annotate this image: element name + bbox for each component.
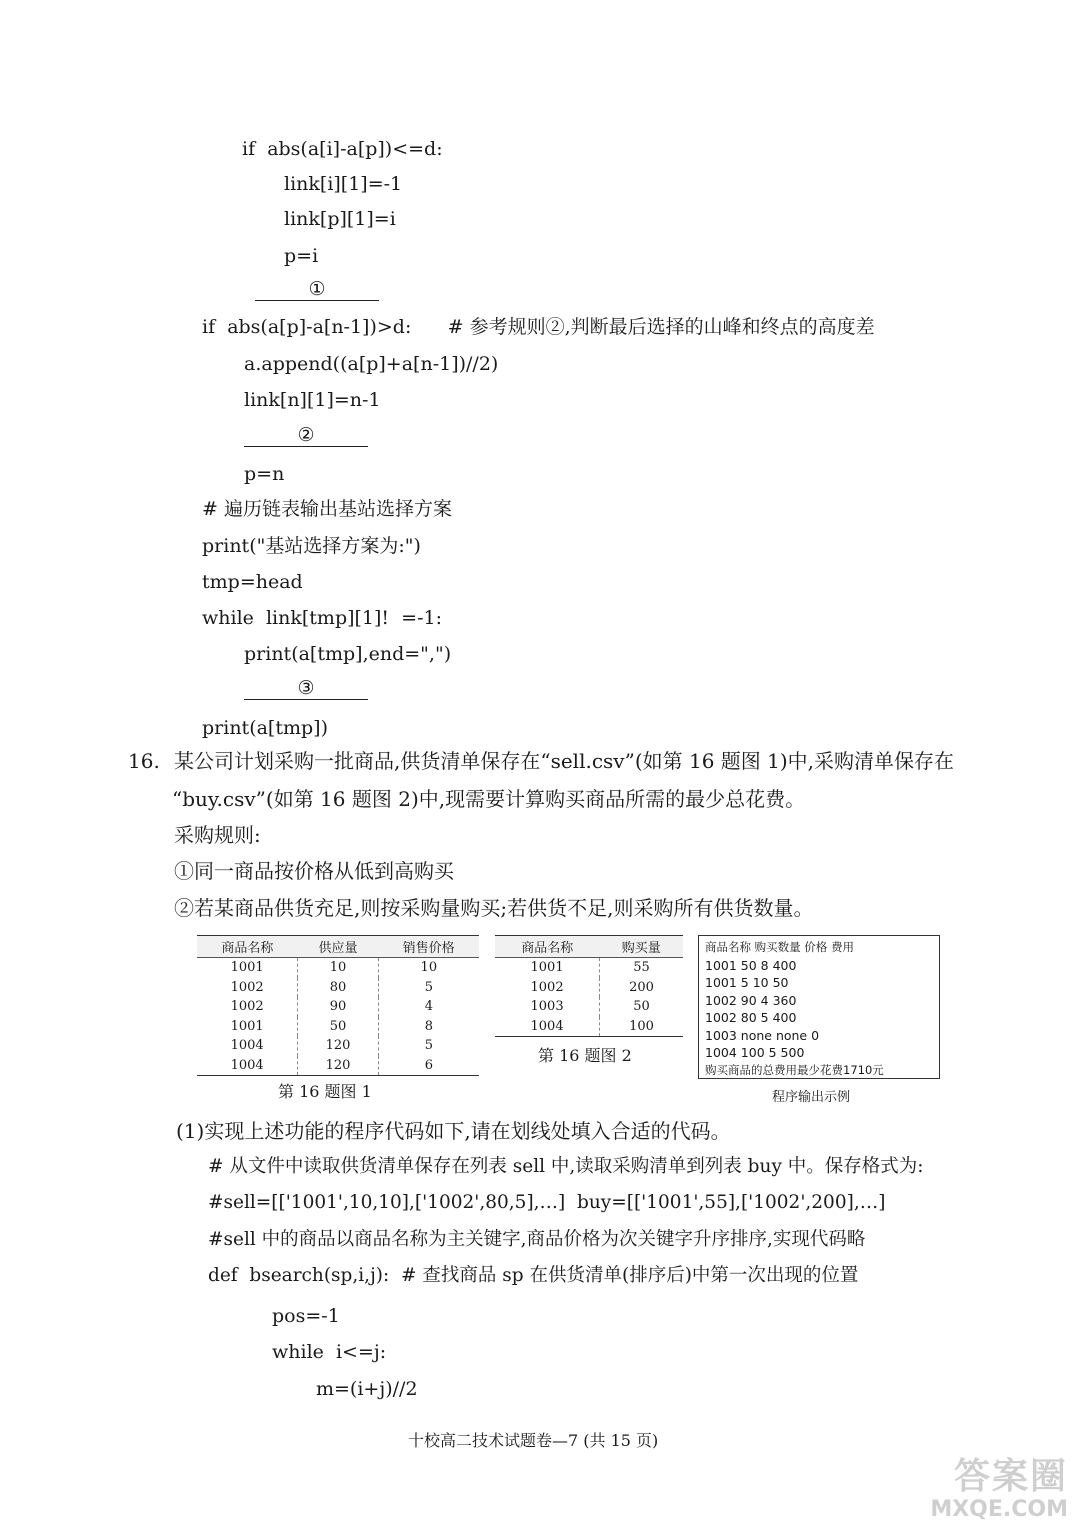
table-cell: 10: [378, 958, 479, 978]
table-row: [197, 1036, 479, 1056]
table-cell: 1004: [495, 1017, 600, 1037]
output-line: 1003 none none 0: [705, 1027, 820, 1043]
code-line: link[p][1]=i: [284, 208, 396, 230]
column-header: 购买量: [600, 936, 683, 958]
code-line: #sell 中的商品以商品名称为主关键字,商品价格为次关键字升序排序,实现代码略: [208, 1229, 866, 1250]
table-cell: 120: [298, 1056, 378, 1076]
table-cell: 1001: [230, 1018, 264, 1034]
table-cell: 1001: [530, 960, 564, 976]
table-cell: 5: [378, 978, 479, 998]
table-cell: 55: [600, 958, 683, 978]
table-row: [197, 978, 479, 998]
question-number: 16.: [128, 749, 160, 773]
code-line: link[i][1]=-1: [284, 173, 403, 195]
table-cell: 120: [298, 1036, 378, 1056]
column-header: 销售价格: [378, 936, 479, 958]
page-footer: 十校高二技术试题卷—7 (共 15 页): [408, 1431, 659, 1450]
question-text: 某公司计划采购一批商品,供货清单保存在“sell.csv”(如第 16 题图 1)中,采购清单保存在: [174, 749, 955, 773]
table-cell: 1002: [230, 999, 264, 1015]
output-line: 1002 90 4 360: [705, 992, 797, 1008]
table-cell: 8: [378, 1017, 479, 1037]
table-row: [197, 1056, 479, 1076]
output-line: 购买商品的总费用最少花费1710元: [705, 1062, 884, 1077]
watermark-logo: 答案圈 MXQE.COM: [930, 1456, 1068, 1522]
output-line: 1004 100 5 500: [705, 1045, 805, 1060]
code-line: def bsearch(sp,i,j): # 查找商品 sp 在供货清单(排序后)中第一次出现的位置: [208, 1265, 859, 1286]
table-cell: 1002: [230, 979, 264, 995]
code-line: while i<=j:: [272, 1341, 387, 1363]
buy-table: [495, 935, 683, 1037]
table-cell: 1003: [530, 999, 564, 1015]
code-line: #sell=[['1001',10,10],['1002',80,5],…] buy=[['1001',55],['1002',200],…]: [208, 1192, 886, 1213]
figure-caption: 第 16 题图 2: [538, 1046, 632, 1065]
code-line: print("基站选择方案为:"): [202, 535, 421, 557]
table-cell: 1004: [230, 1038, 264, 1054]
code-line: m=(i+j)//2: [316, 1378, 418, 1400]
answer-blank-1[interactable]: ①: [255, 278, 379, 301]
table-cell: 90: [298, 997, 378, 1017]
code-line: print(a[tmp]): [202, 717, 328, 739]
table-cell: 5: [378, 1036, 479, 1056]
code-line: while link[tmp][1]! =-1:: [202, 607, 442, 629]
table-cell: 100: [600, 1017, 683, 1037]
table-row: [197, 997, 479, 1017]
table-row: [495, 1017, 683, 1037]
table-cell: 50: [298, 1017, 378, 1037]
table-cell: 1001: [230, 960, 264, 976]
table-row: [495, 958, 683, 978]
code-line: if abs(a[i]-a[p])<=d:: [242, 138, 443, 160]
code-line: p=n: [244, 463, 285, 485]
table-cell: 4: [378, 997, 479, 1017]
output-line: 1002 80 5 400: [705, 1010, 797, 1025]
column-header: 商品名称: [197, 936, 298, 958]
code-line: # 遍历链表输出基站选择方案: [202, 498, 452, 520]
column-header: 商品名称: [495, 936, 600, 958]
table-cell: 1004: [197, 1056, 298, 1076]
answer-blank-2[interactable]: ②: [244, 424, 368, 447]
table-cell: 50: [600, 997, 683, 1017]
table-row: [197, 1017, 479, 1037]
code-line: a.append((a[p]+a[n-1])//2): [244, 353, 499, 375]
table-cell: 200: [600, 978, 683, 998]
table-row: [495, 997, 683, 1017]
program-output-box: [698, 935, 940, 1079]
code-line: # 从文件中读取供货清单保存在列表 sell 中,读取采购清单到列表 buy 中。保存格式为:: [208, 1156, 924, 1177]
column-header: 供应量: [298, 936, 378, 958]
table-row: [197, 958, 479, 978]
figure-caption: 程序输出示例: [772, 1090, 851, 1105]
output-line: 1001 5 10 50: [705, 975, 789, 990]
code-line: if abs(a[p]-a[n-1])>d: # 参考规则②,判断最后选择的山峰和终点的高度差: [202, 316, 875, 338]
code-line: print(a[tmp],end=","): [244, 643, 452, 665]
output-line: 1001 50 8 400: [705, 957, 797, 973]
table-cell: 6: [378, 1056, 479, 1076]
rule-2: ②若某商品供货充足,则按采购量购买;若供货不足,则采购所有供货数量。: [174, 896, 814, 920]
code-line: p=i: [284, 245, 319, 267]
rule-1: ①同一商品按价格从低到高购买: [174, 859, 454, 883]
table-cell: 10: [298, 958, 378, 978]
part-1-intro: (1)实现上述功能的程序代码如下,请在划线处填入合适的代码。: [176, 1119, 731, 1143]
question-text: “buy.csv”(如第 16 题图 2)中,现需要计算购买商品所需的最少总花费。: [172, 787, 806, 811]
rules-title: 采购规则:: [174, 823, 261, 847]
table-cell: 80: [298, 978, 378, 998]
figure-caption: 第 16 题图 1: [278, 1082, 372, 1101]
table-row: [495, 978, 683, 998]
sell-table: [197, 935, 479, 1076]
answer-blank-3[interactable]: ③: [244, 677, 368, 700]
code-line: link[n][1]=n-1: [244, 389, 381, 411]
code-line: pos=-1: [272, 1305, 340, 1327]
table-cell: 1002: [530, 979, 564, 995]
code-line: tmp=head: [202, 571, 303, 593]
output-line: 商品名称 购买数量 价格 费用: [705, 940, 854, 954]
